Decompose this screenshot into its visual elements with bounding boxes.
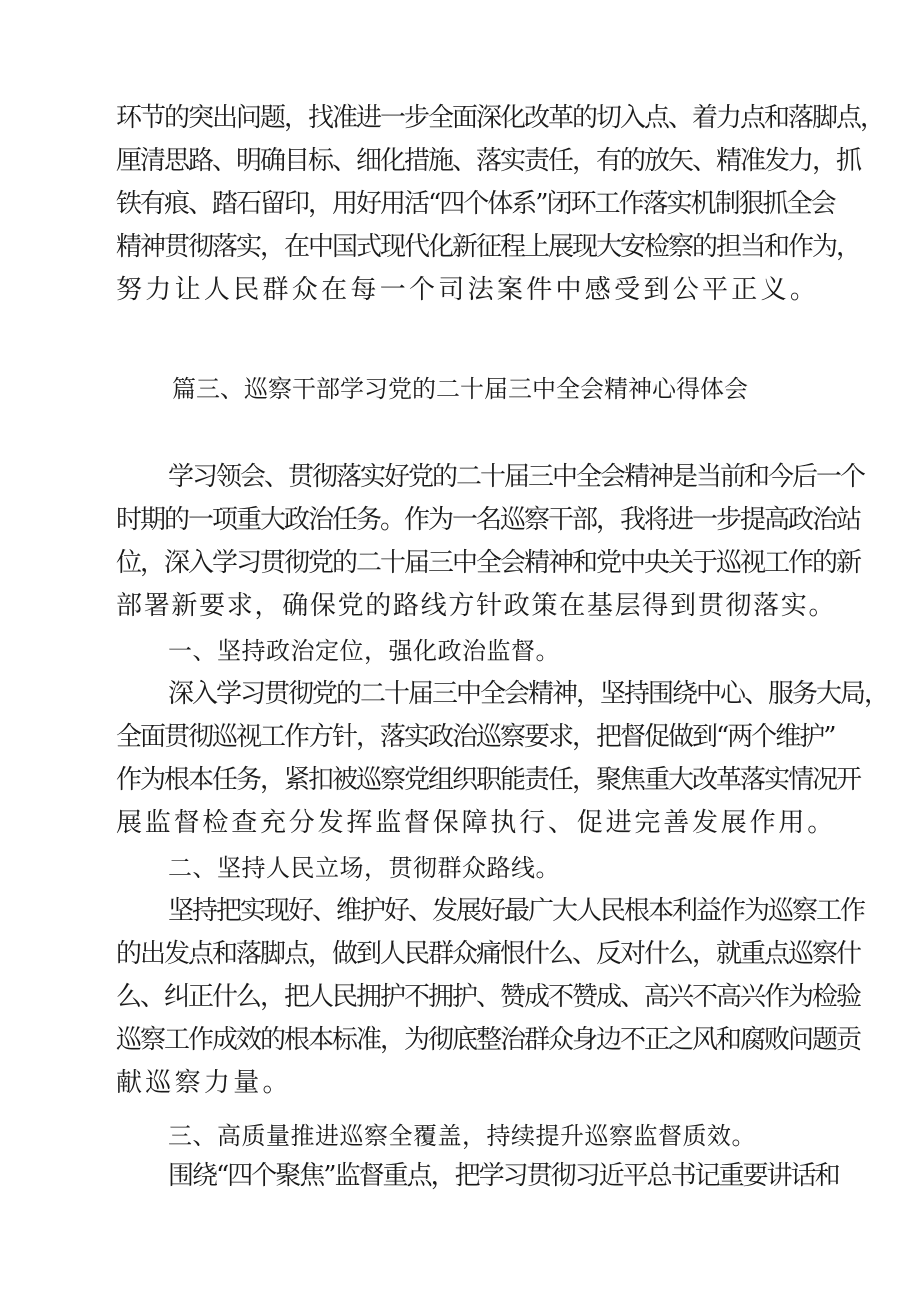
intro-line-4: 精神贯彻落实，在中国式现代化新征程上展现大安检察的担当和作为， [116, 232, 861, 262]
section2-line-4: 巡察工作成效的根本标准，为彻底整治群众身边不正之风和腐败问题贡 [116, 1025, 861, 1055]
article-title: 篇三、巡察干部学习党的二十届三中全会精神心得体会 [172, 375, 748, 403]
intro-line-2: 厘清思路、明确目标、细化措施、落实责任，有的放矢、精准发力，抓 [116, 146, 861, 176]
opening-line-3: 位，深入学习贯彻党的二十届三中全会精神和党中央关于巡视工作的新 [116, 548, 861, 578]
intro-line-5: 努力让人民群众在每一个司法案件中感受到公平正义。 [116, 275, 820, 305]
section2-line-1: 坚持把实现好、维护好、发展好最广大人民根本利益作为巡察工作 [168, 896, 865, 926]
intro-line-1: 环节的突出问题，找准进一步全面深化改革的切入点、着力点和落脚点， [116, 103, 885, 133]
section1-line-2: 全面贯彻巡视工作方针，落实政治巡察要求，把督促做到“两个维护” [116, 722, 835, 752]
section1-line-3: 作为根本任务，紧扣被巡察党组织职能责任，聚焦重大改革落实情况开 [116, 765, 861, 795]
section2-line-5: 献巡察力量。 [116, 1068, 292, 1098]
opening-line-2: 时期的一项重大政治任务。作为一名巡察干部，我将进一步提高政治站 [116, 505, 861, 535]
section2-heading: 二、坚持人民立场，贯彻群众路线。 [168, 854, 560, 882]
section1-heading: 一、坚持政治定位，强化政治监督。 [168, 637, 560, 665]
section2-line-2: 的出发点和落脚点，做到人民群众痛恨什么、反对什么，就重点巡察什 [116, 939, 861, 969]
intro-line-3: 铁有痕、踏石留印，用好用活“四个体系”闭环工作落实机制狠抓全会 [116, 189, 835, 219]
section1-line-4: 展监督检查充分发挥监督保障执行、促进完善发展作用。 [116, 808, 837, 838]
section1-line-1: 深入学习贯彻党的二十届三中全会精神，坚持围绕中心、服务大局， [168, 679, 889, 709]
section2-line-3: 么、纠正什么，把人民拥护不拥护、赞成不赞成、高兴不高兴作为检验 [116, 982, 861, 1012]
opening-line-4: 部署新要求，确保党的路线方针政策在基层得到贯彻落实。 [116, 591, 837, 621]
section3-line-1: 围绕“四个聚焦”监督重点，把学习贯彻习近平总书记重要讲话和 [168, 1161, 839, 1191]
section3-heading: 三、高质量推进巡察全覆盖，持续提升巡察监督质效。 [168, 1122, 756, 1150]
opening-line-1: 学习领会、贯彻落实好党的二十届三中全会精神是当前和今后一个 [168, 462, 865, 492]
